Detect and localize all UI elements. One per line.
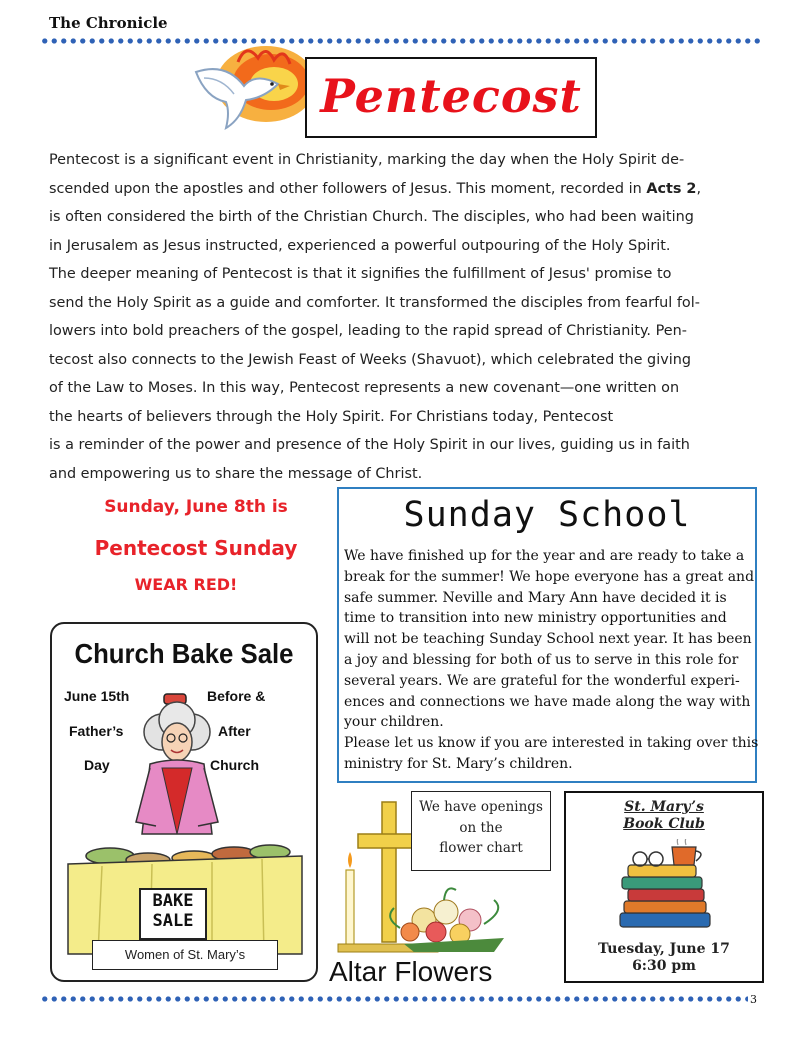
acts-reference: Acts 2 (646, 180, 697, 197)
bake-sale-caption: Women of St. Mary’s (92, 940, 278, 970)
article-line: is a reminder of the power and presence of the Holy Spirit in our lives, guiding us in faith (49, 437, 690, 453)
bake-sale-occasion: Father’s (69, 723, 124, 739)
bake-sale-sign-text: BAKE SALE (152, 891, 194, 931)
bake-sale-lady-icon (62, 684, 308, 980)
top-dotted-divider (40, 37, 762, 45)
pentecost-article (49, 146, 739, 488)
books-coffee-icon (614, 839, 718, 935)
article-line: send the Holy Spirit as a guide and comforter. It transformed the disciples from fearful fol- (49, 294, 700, 311)
pentecost-sunday-heading: Pentecost Sunday (94, 536, 298, 560)
sunday-school-line: a joy and blessing for both of us to serve in this role for (344, 651, 739, 668)
sunday-school-line: will not be teaching Sunday School next year. It has been (344, 631, 752, 648)
sunday-school-text (344, 546, 759, 775)
newsletter-name: The Chronicle (49, 14, 168, 32)
book-club-box (564, 791, 764, 983)
sunday-school-line: ministry for St. Mary’s children. (344, 755, 573, 772)
page-title: Pentecost (320, 69, 582, 123)
sunday-school-line: We have finished up for the year and are ready to take a (344, 548, 745, 564)
book-club-title: St. Mary’s Book Club (623, 799, 705, 832)
bake-sale-occasion: Day (84, 757, 110, 773)
sunday-school-line: your children. (344, 714, 444, 731)
sunday-school-line: break for the summer! We hope everyone has a great and (344, 568, 755, 585)
sunday-school-line: time to transition into new ministry opportunities and (344, 610, 727, 627)
article-line: of the Law to Moses. In this way, Pentecost represents a new covenant—one written on (49, 380, 680, 396)
article-line: tecost also connects to the Jewish Feast of Weeks (Shavuot), which celebrated the giving (49, 351, 691, 368)
sunday-school-box (337, 487, 757, 783)
bake-sale-time: After (218, 723, 251, 739)
article-line: The deeper meaning of Pentecost is that it signifies the fulfillment of Jesus' promise to (49, 266, 672, 282)
bake-sale-date: June 15th (64, 688, 130, 704)
article-line: Pentecost is a significant event in Christianity, marking the day when the Holy Spirit de- (49, 152, 685, 168)
bake-sale-title: Church Bake Sale (74, 638, 294, 669)
article-line: is often considered the birth of the Christian Church. The disciples, who had been waiting (49, 209, 694, 225)
pentecost-date-line: Sunday, June 8th is (104, 497, 288, 517)
sunday-school-line: Please let us know if you are interested in taking over this (344, 735, 759, 752)
book-club-date: Tuesday, June 17 6:30 pm (598, 941, 730, 974)
article-line: lowers into bold preachers of the gospel, leading to the rapid spread of Christianity. Pen- (49, 323, 687, 339)
wear-red-note: WEAR RED! (134, 575, 238, 594)
bottom-dotted-divider (40, 995, 748, 1003)
flower-chart-note: We have openings on the flower chart (411, 791, 551, 871)
sunday-school-title: Sunday School (403, 495, 691, 535)
altar-flowers-label: Altar Flowers (329, 956, 493, 987)
dove-flame-icon (186, 42, 316, 138)
pentecost-title-box (305, 57, 597, 138)
page-number: 3 (750, 993, 757, 1006)
bake-sale-box (50, 622, 318, 982)
article-line: in Jerusalem as Jesus instructed, experienced a powerful outpouring of the Holy Spirit. (49, 237, 671, 254)
bake-sale-time: Before & (207, 688, 266, 704)
article-line: scended upon the apostles and other followers of Jesus. This moment, recorded in Acts 2, (49, 180, 702, 197)
article-line: and empowering us to share the message of Christ. (49, 465, 423, 482)
article-line: the hearts of believers through the Holy Spirit. For Christians today, Pentecost (49, 408, 614, 425)
sunday-school-line: safe summer. Neville and Mary Ann have decided it is (344, 589, 727, 606)
sunday-school-line: several years. We are grateful for the wonderful experi- (344, 672, 740, 689)
bake-sale-time: Church (210, 757, 259, 773)
sunday-school-line: ences and connections we have made along the way with (344, 693, 751, 710)
